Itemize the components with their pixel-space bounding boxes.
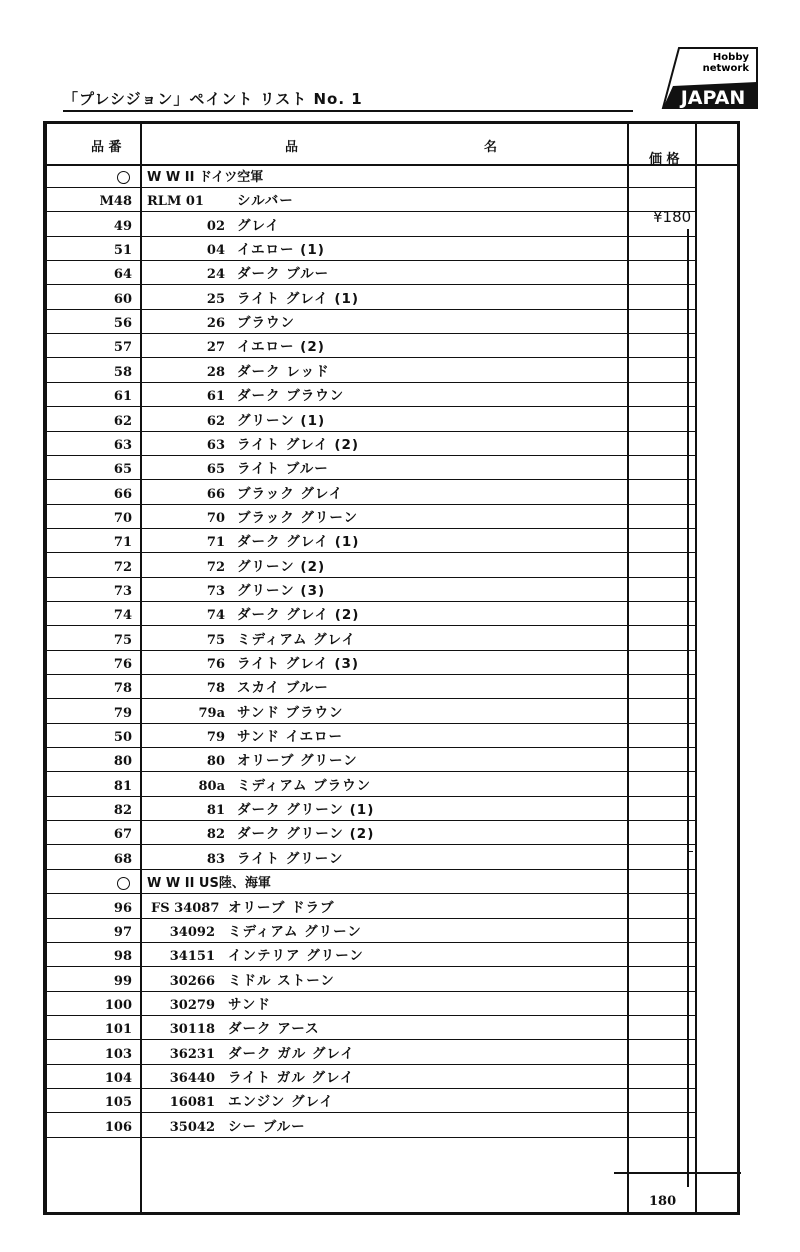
table-row	[47, 724, 697, 748]
item-code: 56	[113, 316, 132, 332]
item-code: 104	[104, 1070, 132, 1086]
item-number: 16081	[169, 1095, 215, 1111]
item-name: シルバー	[237, 193, 294, 210]
item-name: ブラック グリーン	[237, 509, 359, 526]
item-code: 66	[113, 486, 132, 502]
table-row	[47, 773, 697, 797]
item-number: 74	[206, 608, 225, 624]
item-number: 82	[206, 827, 225, 843]
table-row	[47, 310, 697, 334]
item-code: 97	[113, 924, 132, 940]
item-code: 103	[104, 1046, 132, 1062]
table-row	[47, 529, 697, 553]
table-row	[47, 237, 697, 261]
item-number: 25	[206, 291, 225, 307]
item-name: ダーク レッド	[237, 363, 330, 380]
item-number: 61	[206, 389, 225, 405]
title-underline	[63, 110, 633, 112]
item-number: 79a	[198, 705, 225, 721]
item-name: ブラウン	[237, 315, 295, 332]
item-number: 71	[206, 535, 225, 551]
item-number: 36231	[169, 1046, 215, 1062]
item-code: 96	[113, 900, 132, 916]
item-number: 73	[206, 583, 225, 599]
item-code: 63	[113, 437, 132, 453]
item-code: 75	[113, 632, 132, 648]
table-row	[47, 797, 697, 821]
item-code: 105	[104, 1095, 132, 1111]
item-code: 58	[113, 364, 132, 380]
item-name: ダーク グレイ (1)	[237, 534, 360, 551]
table-row	[47, 1041, 697, 1065]
item-name: グレイ	[237, 217, 280, 234]
item-code: 68	[113, 851, 132, 867]
item-code: 62	[113, 413, 132, 429]
item-number: 65	[206, 462, 225, 478]
item-number: 34092	[169, 924, 215, 940]
item-code: 51	[113, 243, 132, 259]
item-name: サンド イエロー	[237, 729, 343, 746]
item-name: ダーク グレイ (2)	[237, 607, 360, 624]
item-name: オリーブ グリーン	[237, 753, 358, 770]
item-number: 75	[206, 632, 225, 648]
table-row	[47, 821, 697, 845]
paint-list-table	[43, 121, 740, 1215]
price-value-bottom: 180	[649, 1194, 677, 1209]
table-row	[47, 481, 697, 505]
item-name: ダーク グリーン (1)	[237, 802, 375, 819]
item-name: サンド	[228, 996, 271, 1013]
row-rule	[47, 1137, 697, 1138]
item-number: 80a	[198, 778, 225, 794]
section-row	[47, 164, 697, 188]
item-code: 72	[113, 559, 132, 575]
item-code: 71	[113, 535, 132, 551]
item-name: ライト グレイ (1)	[237, 290, 360, 307]
item-code: 98	[113, 949, 132, 965]
svg-text:JAPAN: JAPAN	[680, 87, 746, 109]
item-name: ライト ガル グレイ	[228, 1069, 355, 1086]
item-name: エンジン グレイ	[228, 1094, 334, 1111]
item-number: 30118	[169, 1022, 215, 1038]
item-number: 04	[206, 243, 225, 259]
table-row	[47, 286, 697, 310]
item-number: 79	[206, 730, 225, 746]
item-name: ダーク ブルー	[237, 266, 330, 283]
section-row	[47, 870, 697, 894]
item-name: グリーン (2)	[237, 558, 326, 575]
item-name: ミディアム ブラウン	[237, 777, 372, 794]
item-number: 28	[206, 364, 225, 380]
item-number: 35042	[169, 1119, 215, 1135]
item-code: 101	[104, 1022, 132, 1038]
item-code: 74	[113, 608, 132, 624]
item-name: ブラック グレイ	[237, 485, 344, 502]
item-code: 79	[113, 705, 132, 721]
table-row	[47, 505, 697, 529]
item-number: 83	[206, 851, 225, 867]
item-code: 57	[113, 340, 132, 356]
table-row	[47, 895, 697, 919]
table-row	[47, 651, 697, 675]
item-name: シー ブルー	[228, 1118, 306, 1135]
item-name: グリーン (1)	[237, 412, 326, 429]
item-number: 24	[206, 267, 225, 283]
item-name: W W II US陸、海軍	[147, 876, 271, 892]
item-code: 50	[113, 730, 132, 746]
table-row	[47, 968, 697, 992]
item-number: 80	[206, 754, 225, 770]
table-row	[47, 627, 697, 651]
table-row	[47, 919, 697, 943]
item-code: M48	[99, 194, 132, 210]
item-code: 65	[113, 462, 132, 478]
table-row	[47, 1016, 697, 1040]
item-name: ダーク ガル グレイ	[228, 1045, 355, 1062]
item-code: 73	[113, 583, 132, 599]
table-row	[47, 943, 697, 967]
table-row	[47, 748, 697, 772]
item-number: 70	[206, 510, 225, 526]
item-name: ミディアム グレイ	[237, 631, 356, 648]
price-box-rule	[614, 1172, 741, 1174]
table-row	[47, 554, 697, 578]
table-row	[47, 675, 697, 699]
item-code: 60	[113, 291, 132, 307]
item-code: 61	[113, 389, 132, 405]
svg-text:Hobby: Hobby	[712, 52, 749, 63]
item-code: 78	[113, 681, 132, 697]
item-name: インテリア グリーン	[228, 948, 364, 965]
table-row	[47, 602, 697, 626]
item-name: イエロー (2)	[237, 339, 325, 356]
price-ditto-line	[687, 229, 689, 1187]
item-code: 64	[113, 267, 132, 283]
table-row	[47, 700, 697, 724]
item-name: グリーン (3)	[237, 582, 326, 599]
item-name: ダーク アース	[228, 1021, 320, 1038]
table-row	[47, 261, 697, 285]
item-code: 76	[113, 657, 132, 672]
price-ditto-tick	[688, 851, 693, 852]
item-number: 76	[206, 657, 225, 672]
item-number: 02	[206, 218, 225, 234]
table-row	[47, 846, 697, 870]
item-code: 49	[113, 218, 132, 234]
item-number: 34151	[169, 949, 215, 965]
table-row	[47, 334, 697, 358]
table-row	[47, 992, 697, 1016]
table-row	[47, 359, 697, 383]
table-row	[47, 1114, 697, 1138]
item-name: ライト グレイ (2)	[237, 436, 360, 453]
item-number: FS 34087	[151, 900, 220, 916]
item-name: ミディアム グリーン	[228, 923, 362, 940]
item-name: ライト ブルー	[237, 461, 329, 478]
item-name: サンド ブラウン	[237, 704, 344, 721]
page-title: 「プレシジョン」ペイント リスト No. 1	[63, 90, 363, 108]
table-row	[47, 456, 697, 480]
item-number: 78	[206, 681, 225, 697]
price-value-top: ¥180	[653, 208, 692, 226]
table-row	[47, 408, 697, 432]
item-name: ダーク ブラウン	[237, 388, 345, 405]
header-price: 価 格	[649, 152, 680, 167]
item-name: ライト グリーン	[237, 850, 344, 867]
item-number: 27	[206, 340, 225, 356]
item-code: 80	[113, 754, 132, 770]
item-number: 26	[206, 316, 225, 332]
section-circle-icon	[117, 877, 130, 890]
table-row	[47, 188, 697, 212]
item-code: 82	[113, 803, 132, 819]
item-name: W W II ドイツ空軍	[147, 170, 264, 185]
hobby-network-japan-logo	[661, 46, 759, 110]
item-number: 66	[206, 486, 225, 502]
item-number: 81	[206, 803, 225, 819]
svg-text:network: network	[702, 63, 749, 74]
item-number: 63	[206, 437, 225, 453]
header-name-right: 名	[484, 140, 498, 155]
item-number: RLM 01	[147, 194, 204, 210]
table-row	[47, 213, 697, 237]
item-number: 30266	[169, 973, 215, 989]
item-number: 62	[206, 413, 225, 429]
item-code: 99	[113, 973, 132, 989]
table-row	[47, 383, 697, 407]
item-code: 67	[113, 827, 132, 843]
item-name: ミドル ストーン	[228, 972, 335, 989]
header-code: 品 番	[91, 140, 122, 155]
item-number: 30279	[169, 997, 215, 1013]
table-row	[47, 1089, 697, 1113]
item-number: 72	[206, 559, 225, 575]
item-name: スカイ ブルー	[237, 680, 329, 697]
item-name: オリーブ ドラブ	[228, 899, 335, 916]
item-code: 81	[113, 778, 132, 794]
table-row	[47, 1065, 697, 1089]
item-code: 106	[104, 1119, 132, 1135]
table-row	[47, 432, 697, 456]
item-code: 70	[113, 510, 132, 526]
item-name: イエロー (1)	[237, 242, 325, 259]
section-circle-icon	[117, 171, 130, 184]
item-name: ダーク グリーン (2)	[237, 826, 375, 843]
table-row	[47, 578, 697, 602]
item-number: 36440	[169, 1070, 215, 1086]
item-name: ライト グレイ (3)	[237, 656, 360, 672]
header-name-left: 品	[285, 140, 299, 155]
item-code: 100	[104, 997, 132, 1013]
